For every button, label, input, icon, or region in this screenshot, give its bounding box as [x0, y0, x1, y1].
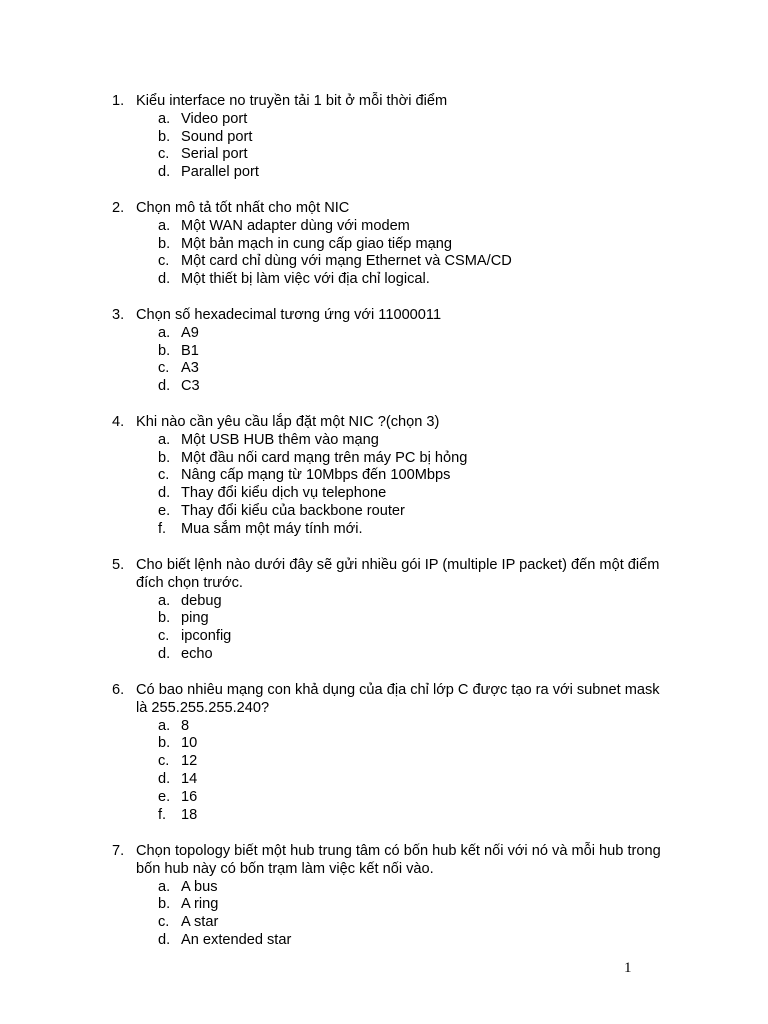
- option-6f: [0, 807, 768, 825]
- option-letter: b.: [158, 610, 171, 627]
- option-5a: [0, 593, 768, 611]
- question-text: bốn hub này có bốn trạm làm việc kết nối vào.: [136, 860, 434, 877]
- option-letter: d.: [158, 770, 171, 787]
- option-text: A bus: [181, 878, 218, 895]
- option-letter: a.: [158, 431, 171, 448]
- option-1a: [0, 111, 768, 129]
- question-6: [0, 682, 768, 824]
- option-letter: b.: [158, 235, 171, 252]
- option-text: ping: [181, 610, 209, 627]
- option-text: 16: [181, 788, 198, 805]
- option-text: An extended star: [181, 931, 292, 948]
- option-4f: [0, 521, 768, 539]
- option-letter: b.: [158, 449, 171, 466]
- question-line-continued: [0, 700, 768, 718]
- option-1d: [0, 164, 768, 182]
- option-letter: d.: [158, 485, 171, 502]
- question-text: Kiểu interface no truyền tải 1 bit ở mỗi thời điểm: [136, 93, 448, 109]
- option-3b: [0, 343, 768, 361]
- option-letter: a.: [158, 217, 171, 234]
- option-3a: [0, 325, 768, 343]
- question-1: [0, 93, 768, 182]
- option-letter: e.: [158, 788, 171, 805]
- option-2c: [0, 253, 768, 271]
- option-letter: c.: [158, 467, 170, 484]
- question-text: là 255.255.255.240?: [136, 699, 270, 716]
- option-text: Video port: [181, 110, 248, 127]
- question-line: [0, 843, 768, 861]
- option-7c: [0, 914, 768, 932]
- option-letter: d.: [158, 931, 171, 948]
- option-text: 12: [181, 753, 198, 770]
- option-letter: e.: [158, 502, 171, 519]
- option-6b: [0, 735, 768, 753]
- option-letter: f.: [158, 520, 167, 537]
- option-letter: b.: [158, 342, 171, 359]
- option-text: A ring: [181, 896, 219, 913]
- option-text: Một thiết bị làm việc với địa chỉ logical.: [181, 271, 430, 288]
- option-2a: [0, 218, 768, 236]
- page-number: 1: [624, 960, 632, 976]
- question-text: đích chọn trước.: [136, 574, 243, 591]
- question-text: Chọn topology biết một hub trung tâm có bốn hub kết nối với nó và mỗi hub trong: [136, 843, 661, 859]
- option-letter: a.: [158, 324, 171, 341]
- option-letter: c.: [158, 360, 170, 377]
- option-text: 14: [181, 770, 198, 787]
- option-letter: d.: [158, 271, 171, 288]
- question-number: 1.: [112, 93, 125, 109]
- option-text: 8: [181, 717, 190, 734]
- option-4c: [0, 467, 768, 485]
- option-text: Một WAN adapter dùng với modem: [181, 217, 410, 234]
- option-7d: [0, 932, 768, 950]
- option-7a: [0, 879, 768, 897]
- option-text: Một card chỉ dùng với mạng Ethernet và CSMA/CD: [181, 253, 512, 270]
- option-text: 18: [181, 806, 198, 823]
- option-text: Thay đổi kiểu của backbone router: [181, 502, 405, 519]
- question-number: 2.: [112, 200, 125, 216]
- option-letter: d.: [158, 378, 171, 395]
- option-text: Parallel port: [181, 164, 259, 181]
- option-6e: [0, 789, 768, 807]
- option-6d: [0, 771, 768, 789]
- option-text: debug: [181, 592, 222, 609]
- option-4b: [0, 450, 768, 468]
- question-3: [0, 307, 768, 396]
- option-text: Mua sắm một máy tính mới.: [181, 520, 363, 537]
- option-letter: c.: [158, 146, 170, 163]
- option-letter: c.: [158, 753, 170, 770]
- option-7b: [0, 896, 768, 914]
- question-2: [0, 200, 768, 289]
- question-text: Khi nào cần yêu cầu lắp đặt một NIC ?(chọn 3): [136, 414, 440, 430]
- question-text: Có bao nhiêu mạng con khả dụng của địa chỉ lớp C được tạo ra với subnet mask: [136, 682, 660, 698]
- option-text: Sound port: [181, 128, 253, 145]
- option-text: B1: [181, 342, 199, 359]
- option-text: echo: [181, 645, 213, 662]
- question-line: [0, 200, 768, 218]
- option-letter: a.: [158, 878, 171, 895]
- question-7: [0, 843, 768, 950]
- option-6c: [0, 753, 768, 771]
- option-1b: [0, 129, 768, 147]
- option-5d: [0, 646, 768, 664]
- option-text: Một bản mạch in cung cấp giao tiếp mạng: [181, 235, 452, 252]
- option-text: 10: [181, 735, 198, 752]
- option-letter: d.: [158, 164, 171, 181]
- question-text: Chọn số hexadecimal tương ứng với 11000011: [136, 307, 442, 323]
- question-line-continued: [0, 861, 768, 879]
- option-letter: a.: [158, 717, 171, 734]
- option-3c: [0, 360, 768, 378]
- question-line-continued: [0, 575, 768, 593]
- question-5: [0, 557, 768, 664]
- question-line: [0, 307, 768, 325]
- option-text: Thay đổi kiểu dịch vụ telephone: [181, 485, 387, 502]
- option-4a: [0, 432, 768, 450]
- option-3d: [0, 378, 768, 396]
- option-5c: [0, 628, 768, 646]
- option-letter: f.: [158, 806, 167, 823]
- option-text: A9: [181, 324, 199, 341]
- question-line: [0, 682, 768, 700]
- option-letter: a.: [158, 110, 171, 127]
- option-text: Nâng cấp mạng từ 10Mbps đến 100Mbps: [181, 467, 451, 484]
- option-4d: [0, 485, 768, 503]
- option-text: Một USB HUB thêm vào mạng: [181, 431, 379, 448]
- option-letter: d.: [158, 645, 171, 662]
- question-4: [0, 414, 768, 539]
- question-number: 4.: [112, 414, 125, 430]
- option-text: A3: [181, 360, 199, 377]
- option-2d: [0, 271, 768, 289]
- question-number: 7.: [112, 843, 125, 859]
- question-number: 6.: [112, 682, 125, 698]
- question-text: Chọn mô tả tốt nhất cho một NIC: [136, 200, 350, 216]
- option-1c: [0, 146, 768, 164]
- option-letter: a.: [158, 592, 171, 609]
- option-text: Serial port: [181, 146, 248, 163]
- option-text: A star: [181, 914, 219, 931]
- question-line: [0, 557, 768, 575]
- option-letter: b.: [158, 128, 171, 145]
- question-line: [0, 93, 768, 111]
- option-text: C3: [181, 378, 200, 395]
- option-letter: c.: [158, 628, 170, 645]
- option-2b: [0, 236, 768, 254]
- option-letter: c.: [158, 253, 170, 270]
- option-letter: b.: [158, 735, 171, 752]
- option-6a: [0, 718, 768, 736]
- question-number: 5.: [112, 557, 125, 573]
- question-text: Cho biết lệnh nào dưới đây sẽ gửi nhiều gói IP (multiple IP packet) đến một điểm: [136, 557, 660, 573]
- option-5b: [0, 610, 768, 628]
- option-text: ipconfig: [181, 628, 232, 645]
- option-text: Một đầu nối card mạng trên máy PC bị hỏng: [181, 449, 468, 466]
- question-line: [0, 414, 768, 432]
- question-number: 3.: [112, 307, 125, 323]
- option-4e: [0, 503, 768, 521]
- option-letter: b.: [158, 896, 171, 913]
- option-letter: c.: [158, 914, 170, 931]
